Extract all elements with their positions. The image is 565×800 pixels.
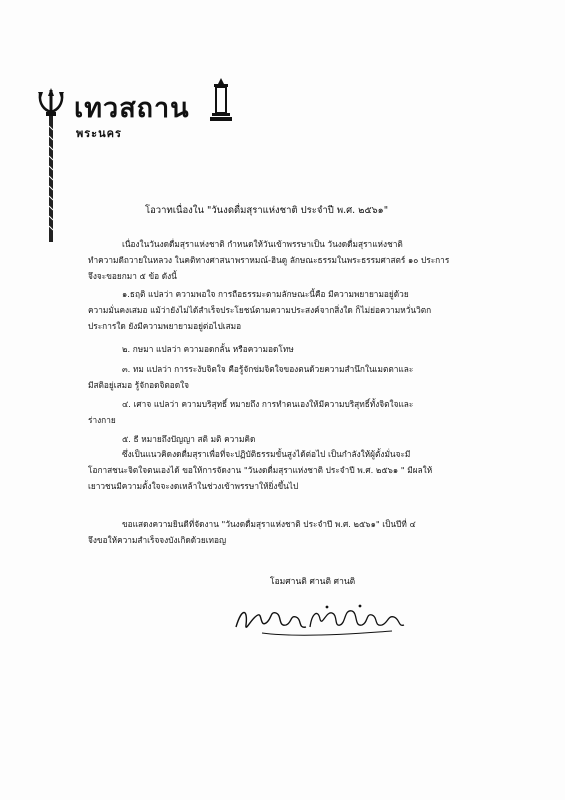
text-line: ๓. ทม แปลว่า การระงับจิตใจ คือรู้จักข่มจิตใจของตนด้วยความสำนึกในเมตตาและ (122, 364, 414, 374)
text-line: จึงขอให้ความสำเร็จจงบังเกิดด้วยเทอญ (88, 535, 227, 545)
text-line: ๒. กษมา แปลว่า ความอดกลั้น หรือความอดโทษ (122, 344, 294, 354)
text-line: โอกาสชนะจิตใจตนเองได้ ขอให้การจัดงาน "วันงดดื่มสุราแห่งชาติ ประจำปี พ.ศ. ๒๕๖๑ " มีผลให้ (88, 465, 433, 475)
text-line: มีสติอยู่เสมอ รู้จักอดจิตอดใจ (88, 380, 190, 390)
closing-paragraph (88, 516, 493, 548)
text-line: ๕. ธี หมายถึงปัญญา สติ มติ ความคิด (122, 434, 256, 444)
virtue-1-paragraph (88, 286, 493, 334)
text-line: ทำความดีถวายในหลวง ในคติทางศาสนาพราหมณ์-ฮินดู ลักษณะธรรมในพระธรรมศาสตร์ ๑๐ ประการ (88, 255, 450, 265)
pillar-shrine-icon (209, 78, 233, 122)
blessing-line: โอมศานติ ศานติ ศานติ (270, 577, 356, 587)
virtue-5-paragraph (88, 431, 493, 447)
text-line: ความมั่นคงเสมอ แม้ว่ายังไม่ได้สำเร็จประโยชน์ตามความประสงค์จากสิ่งใด ก็ไม่ย่อความหวั่นวิตก (88, 305, 432, 315)
text-line: ซึ่งเป็นแนวคิดงดดื่มสุราเพื่อที่จะปฏิบัติธรรมขั้นสูงได้ต่อไป เป็นกำลังให้ผู้ตั้งมั่นจะมี (122, 449, 411, 459)
brand-subtitle: พระนคร (76, 127, 122, 140)
text-line: จึงจะขอยกมา ๕ ข้อ ดังนี้ (88, 271, 177, 281)
text-line: ๑.ธฤติ แปลว่า ความพอใจ การถือธรรมะตามลักษณะนี้คือ มีความพยายามอยู่ด้วย (122, 289, 409, 299)
virtue-3-paragraph (88, 361, 493, 393)
text-line: ประการใด ยังมีความพยายามอยู่ต่อไปเสมอ (88, 321, 242, 331)
continuation-paragraph (88, 446, 493, 494)
virtue-2-paragraph (88, 341, 493, 357)
text-line: เนื่องในวันงดดื่มสุราแห่งชาติ กำหนดให้วันเข้าพรรษาเป็น วันงดดื่มสุราแห่งชาติ (122, 239, 403, 249)
document-title: โอวาทเนื่องใน "วันงดดื่มสุราแห่งชาติ ประจำปี พ.ศ. ๒๕๖๑" (145, 205, 389, 216)
handwritten-signature (232, 597, 407, 645)
virtue-4-paragraph (88, 396, 493, 428)
intro-paragraph (88, 236, 493, 284)
text-line: ๔. เศาจ แปลว่า ความบริสุทธิ์ หมายถึง การทำตนเองให้มีความบริสุทธิ์ทั้งจิตใจและ (122, 399, 414, 409)
text-line: ขอแสดงความยินดีที่จัดงาน "วันงดดื่มสุราแห่งชาติ ประจำปี พ.ศ. ๒๕๖๑" เป็นปีที่ ๔ (122, 519, 416, 529)
brand-title: เทวสถาน (74, 93, 190, 124)
text-line: เยาวชนมีความตั้งใจจะงดเหล้าในช่วงเข้าพรรษาให้ยิ่งขึ้นไป (88, 481, 299, 491)
text-line: ร่างกาย (88, 415, 116, 425)
trident-staff-icon (36, 86, 66, 246)
